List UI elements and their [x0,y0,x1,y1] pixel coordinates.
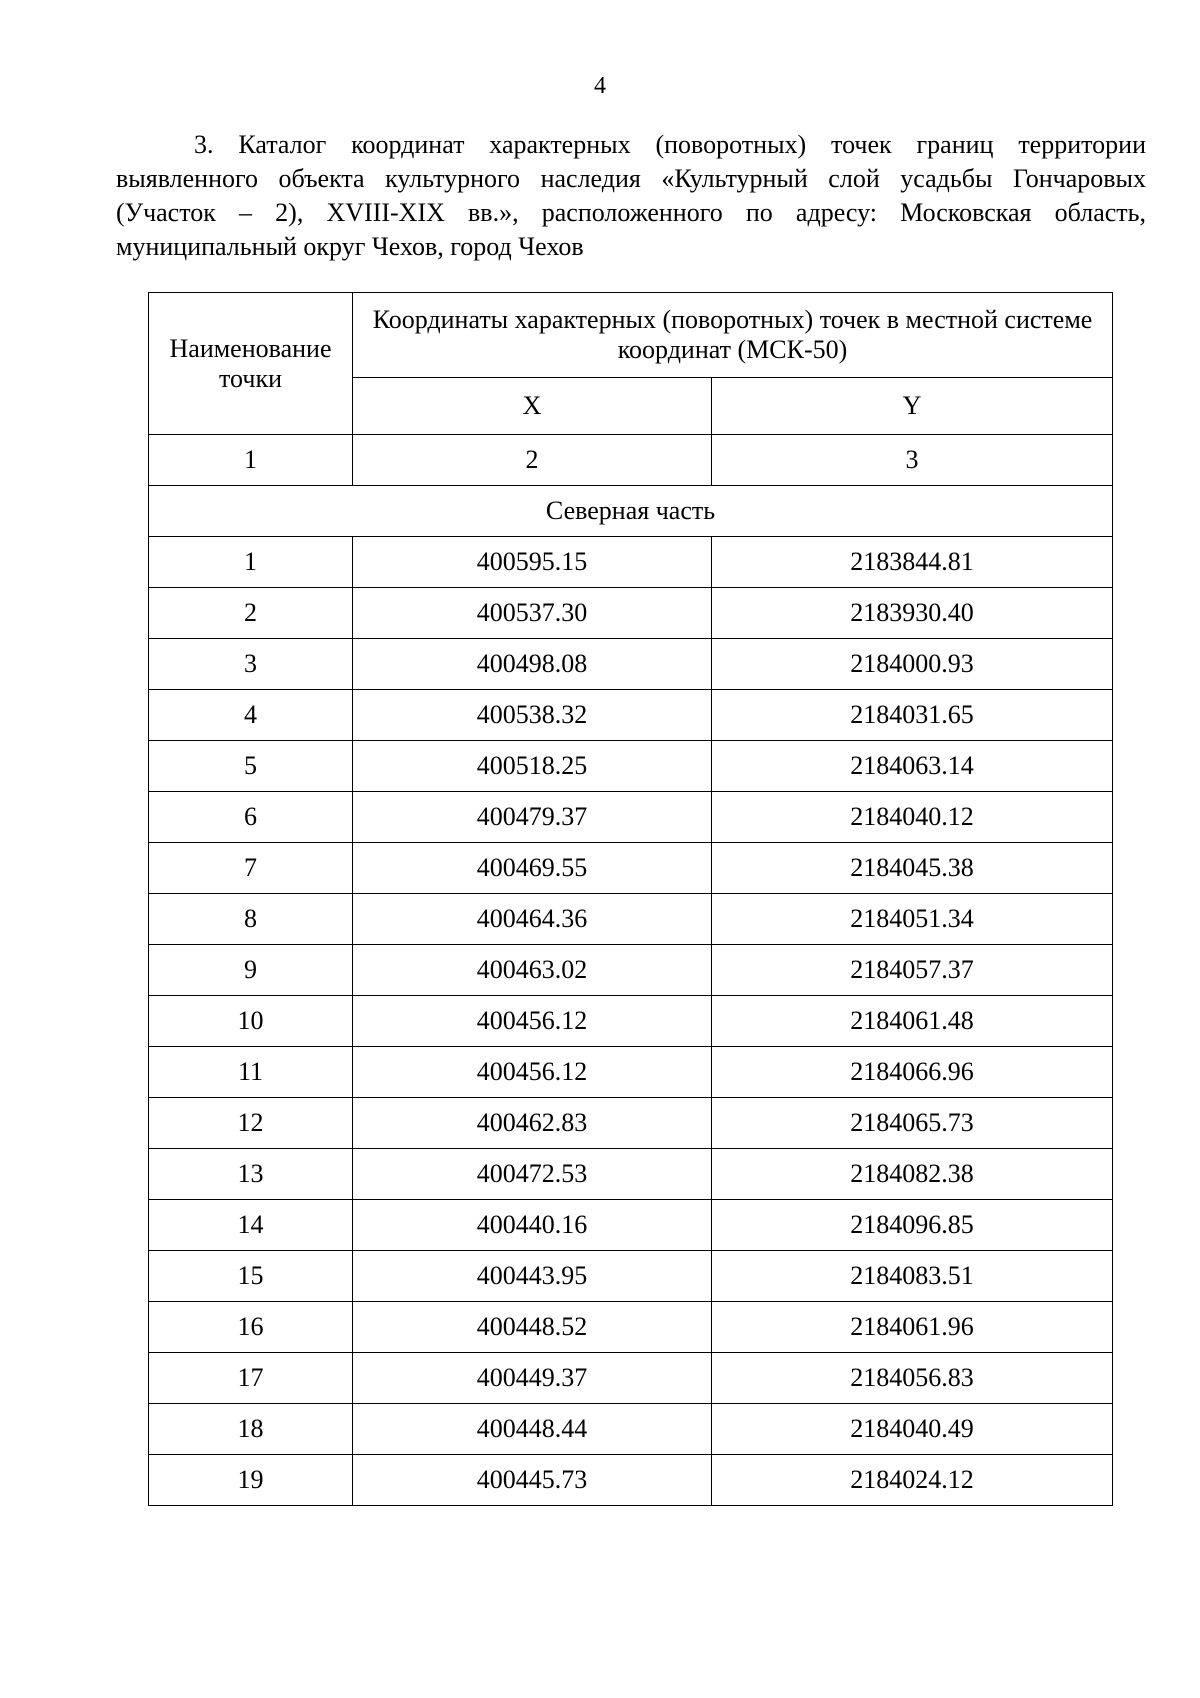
y-coordinate-cell: 2184040.12 [712,792,1113,843]
table-row [149,639,1113,690]
section-title: Северная часть [149,486,1113,537]
column-number: 3 [712,435,1113,486]
coordinates-table [148,292,1113,1506]
y-coordinate-cell: 2184045.38 [712,843,1113,894]
table-row [149,1098,1113,1149]
point-name-cell: 10 [149,996,353,1047]
x-coordinate-cell: 400462.83 [353,1098,712,1149]
point-name-cell: 14 [149,1200,353,1251]
point-name-cell: 3 [149,639,353,690]
x-coordinate-cell: 400448.44 [353,1404,712,1455]
y-coordinate-cell: 2184040.49 [712,1404,1113,1455]
table-row [149,537,1113,588]
x-coordinate-cell: 400463.02 [353,945,712,996]
table-row [149,588,1113,639]
point-name-cell: 18 [149,1404,353,1455]
x-coordinate-cell: 400445.73 [353,1455,712,1506]
x-coordinate-cell: 400440.16 [353,1200,712,1251]
table-row [149,1047,1113,1098]
table-row [149,1200,1113,1251]
x-coordinate-cell: 400518.25 [353,741,712,792]
point-name-cell: 2 [149,588,353,639]
coordinates-table-body [149,293,1113,1506]
y-coordinate-cell: 2184051.34 [712,894,1113,945]
table-header-row [149,293,1113,378]
point-name-cell: 17 [149,1353,353,1404]
point-name-cell: 5 [149,741,353,792]
y-coordinate-cell: 2184096.85 [712,1200,1113,1251]
table-row [149,1455,1113,1506]
table-row [149,1353,1113,1404]
page-number: 4 [594,73,606,99]
x-coordinate-cell: 400449.37 [353,1353,712,1404]
header-x: X [353,378,712,435]
point-name-cell: 7 [149,843,353,894]
table-row [149,792,1113,843]
x-coordinate-cell: 400469.55 [353,843,712,894]
y-coordinate-cell: 2184024.12 [712,1455,1113,1506]
x-coordinate-cell: 400448.52 [353,1302,712,1353]
y-coordinate-cell: 2184061.96 [712,1302,1113,1353]
point-name-cell: 15 [149,1251,353,1302]
x-coordinate-cell: 400443.95 [353,1251,712,1302]
y-coordinate-cell: 2184056.83 [712,1353,1113,1404]
x-coordinate-cell: 400464.36 [353,894,712,945]
x-coordinate-cell: 400498.08 [353,639,712,690]
y-coordinate-cell: 2184066.96 [712,1047,1113,1098]
header-point-name: Наименование точки [149,293,353,435]
x-coordinate-cell: 400537.30 [353,588,712,639]
point-name-cell: 4 [149,690,353,741]
point-name-cell: 13 [149,1149,353,1200]
point-name-cell: 12 [149,1098,353,1149]
y-coordinate-cell: 2183930.40 [712,588,1113,639]
point-name-cell: 9 [149,945,353,996]
y-coordinate-cell: 2184063.14 [712,741,1113,792]
x-coordinate-cell: 400456.12 [353,996,712,1047]
y-coordinate-cell: 2184061.48 [712,996,1113,1047]
header-coordinates: Координаты характерных (поворотных) точек в местной системе координат (МСК-50) [353,293,1113,378]
x-coordinate-cell: 400538.32 [353,690,712,741]
point-name-cell: 8 [149,894,353,945]
x-coordinate-cell: 400479.37 [353,792,712,843]
section-row [149,486,1113,537]
x-coordinate-cell: 400472.53 [353,1149,712,1200]
x-coordinate-cell: 400595.15 [353,537,712,588]
y-coordinate-cell: 2183844.81 [712,537,1113,588]
y-coordinate-cell: 2184057.37 [712,945,1113,996]
y-coordinate-cell: 2184065.73 [712,1098,1113,1149]
y-coordinate-cell: 2184031.65 [712,690,1113,741]
column-number-row [149,435,1113,486]
catalog-intro-paragraph: 3. Каталог координат характерных (поворотных) точек границ территории выявленного объекта культурного наследия «Культурный слой усадьбы Гончаровых (Участок – 2), XVIII-XIX вв.», расположенного по адресу: Московская область, муниципальный округ Чехов, город Чехов [116,130,1146,261]
y-coordinate-cell: 2184083.51 [712,1251,1113,1302]
point-name-cell: 11 [149,1047,353,1098]
y-coordinate-cell: 2184082.38 [712,1149,1113,1200]
table-row [149,690,1113,741]
table-row [149,996,1113,1047]
table-row [149,1149,1113,1200]
header-y: Y [712,378,1113,435]
table-row [149,1302,1113,1353]
point-name-cell: 19 [149,1455,353,1506]
table-row [149,894,1113,945]
x-coordinate-cell: 400456.12 [353,1047,712,1098]
table-row [149,945,1113,996]
table-row [149,741,1113,792]
table-row [149,1251,1113,1302]
point-name-cell: 1 [149,537,353,588]
column-number: 1 [149,435,353,486]
y-coordinate-cell: 2184000.93 [712,639,1113,690]
point-name-cell: 6 [149,792,353,843]
table-row [149,1404,1113,1455]
table-row [149,843,1113,894]
column-number: 2 [353,435,712,486]
point-name-cell: 16 [149,1302,353,1353]
